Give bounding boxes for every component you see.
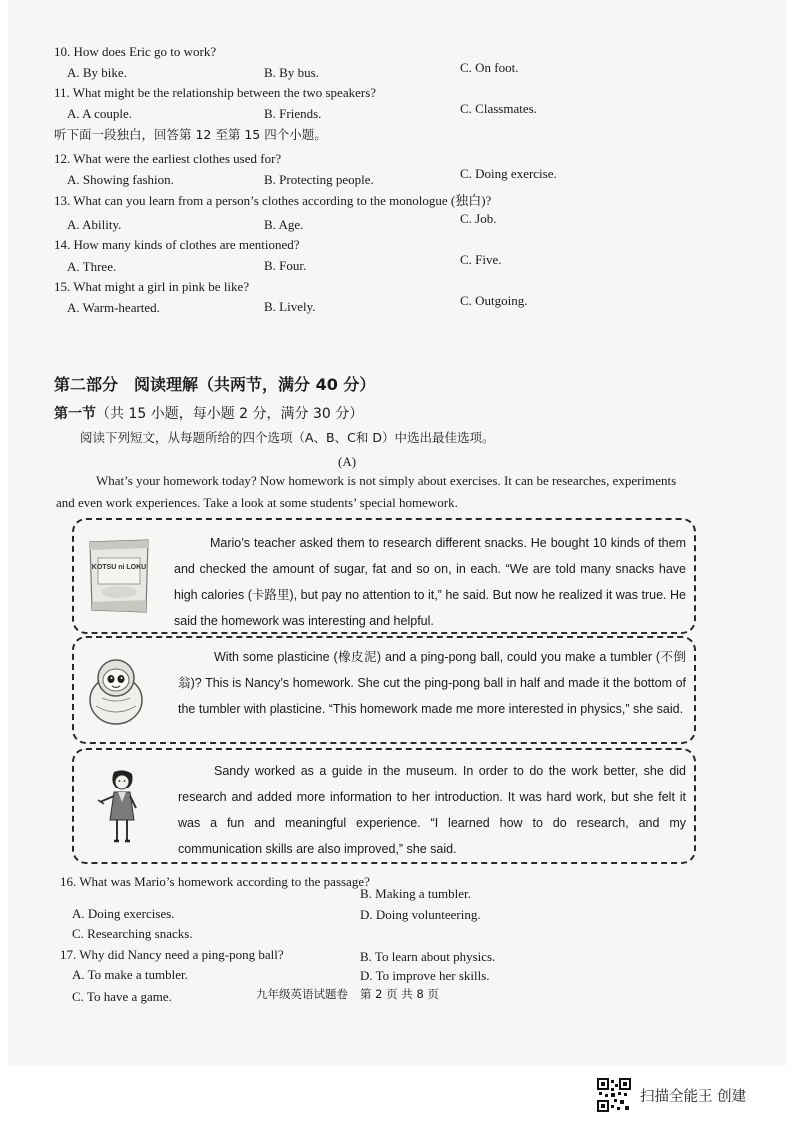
q13-stem: 13. What can you learn from a person’s clothes according to the monologue (独白)? [54,193,492,208]
q10-option-b: B. By bus. [264,65,319,80]
q12-option-b: B. Protecting people. [264,172,374,187]
q16-stem: 16. What was Mario’s homework according to the passage? [60,874,370,889]
q17-option-c: C. To have a game. [72,989,172,1004]
sandy-story [178,758,686,862]
q13-option-b: B. Age. [264,217,304,232]
q17-option-a: A. To make a tumbler. [72,967,188,982]
section-one-label: 第一节 [54,406,96,422]
q14-option-a: A. Three. [67,259,117,274]
q16-option-d: D. Doing volunteering. [360,907,481,922]
page-number: 第 2 页 共 8 页 [360,987,439,1001]
mario-story [174,530,686,634]
page-footer [256,986,451,1002]
section-one-title [54,403,363,423]
qr-code-icon [597,1078,631,1112]
q17-stem: 17. Why did Nancy need a ping-pong ball? [60,947,284,962]
q10-option-a: A. By bike. [67,65,127,80]
q15-option-a: A. Warm-hearted. [67,300,160,315]
q10-option-c: C. On foot. [460,60,519,75]
nancy-story [178,644,686,722]
part-two-title: 第二部分 阅读理解（共两节，满分 40 分） [54,375,376,394]
q10-stem: 10. How does Eric go to work? [54,44,217,59]
sandy-box [72,748,696,864]
q15-option-c: C. Outgoing. [460,293,528,308]
q11-option-b: B. Friends. [264,106,322,121]
q17-option-b: B. To learn about physics. [360,949,496,964]
listening-instruction: 听下面一段独白，回答第 12 至第 15 四个小题。 [54,127,327,142]
q15-option-b: B. Lively. [264,299,316,314]
q13-option-c: C. Job. [460,211,497,226]
nancy-story-text: With some plasticine (橡皮泥) and a ping-pong ball, could you make a tumbler (不倒翁)? This is Nancy’s homework. She cut the ping-pong ball in half and made it the bottom of the tumbler with plasticine. “This homework made me more interested in physics,” she said. [178,650,686,716]
nancy-box [72,636,696,744]
tumbler-image [84,658,148,731]
q15-stem: 15. What might a girl in pink be like? [54,279,250,294]
passage-intro [56,470,686,514]
q16-option-a: A. Doing exercises. [72,906,175,921]
passage-intro-text: What’s your homework today? Now homework is not simply about exercises. It can be researches, experiments and even work experiences. Take a look at some students’ special homework. [56,473,677,510]
q11-option-a: A. A couple. [67,106,132,121]
scanner-watermark: 扫描全能王 创建 [640,1089,747,1105]
reading-instruction: 阅读下列短文，从每题所给的四个选项（A、B、C和 D）中选出最佳选项。 [80,430,495,445]
exam-name: 九年级英语试题卷 [256,987,348,1001]
passage-label: (A) [338,454,357,469]
q11-option-c: C. Classmates. [460,101,537,116]
q14-stem: 14. How many kinds of clothes are mentioned? [54,237,300,252]
snack-bag-image [86,538,152,619]
q11-stem: 11. What might be the relationship between the two speakers? [54,85,377,100]
mario-story-text: Mario’s teacher asked them to research different snacks. He bought 10 kinds of them and checked the amount of sugar, fat and so on, in each. “We are told many snacks have high calories (卡路里), but pay no attention to it,” he said. But now he realized it was true. He said the homework was interesting and helpful. [174,536,686,628]
sandy-story-text: Sandy worked as a guide in the museum. In order to do the work better, she did research and added more information to her introduction. It was hard work, but she felt it was a fun and meaningful experience. “I learned how to do research, and my communication skills are also improved,” she said. [178,764,686,856]
q12-option-a: A. Showing fashion. [67,172,174,187]
q14-option-c: C. Five. [460,252,502,267]
snack-bag-label: KOTSU ni LOKU [91,564,147,571]
q16-option-b: B. Making a tumbler. [360,886,471,901]
q12-option-c: C. Doing exercise. [460,166,557,181]
section-one-desc: （共 15 小题，每小题 2 分，满分 30 分） [96,406,364,422]
q13-option-a: A. Ability. [67,217,122,232]
q12-stem: 12. What were the earliest clothes used for? [54,151,282,166]
q17-option-d: D. To improve her skills. [360,968,490,983]
mario-box [72,518,696,634]
guide-girl-image [90,768,150,853]
q16-option-c: C. Researching snacks. [72,926,193,941]
q14-option-b: B. Four. [264,258,307,273]
